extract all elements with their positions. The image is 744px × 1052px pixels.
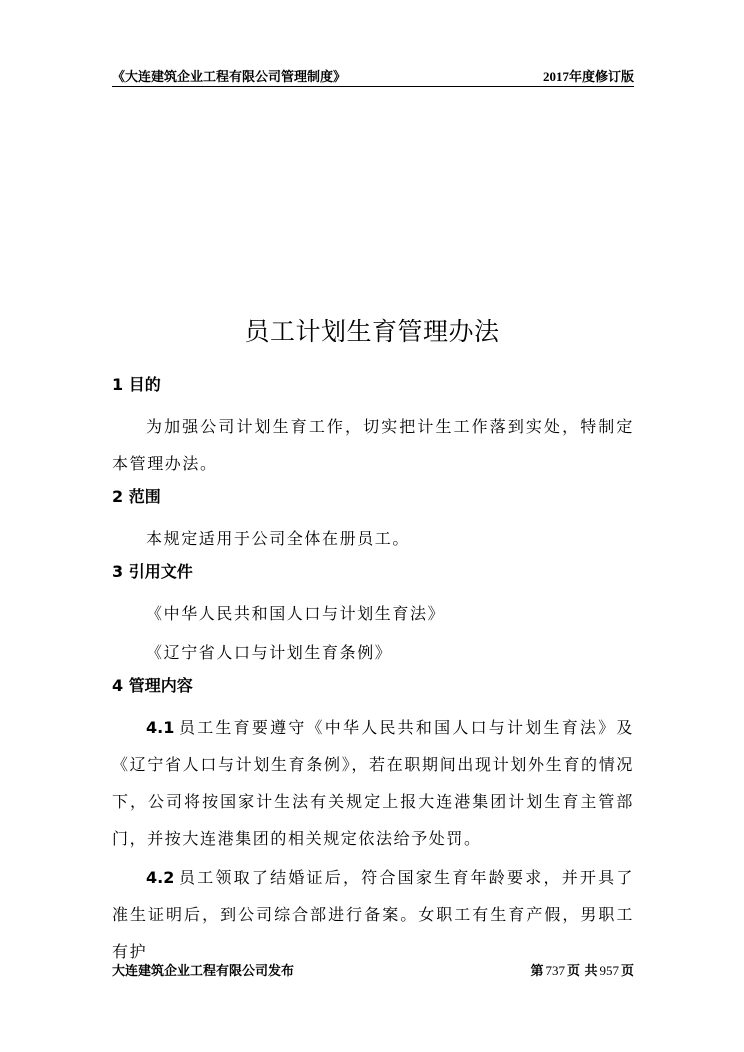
page-title: 员工计划生育管理办法 [244,317,500,346]
clause-text: 员工领取了结婚证后，符合国家生育年龄要求，并开具了准生证明后，到公司综合部进行备案。女职工有生育产假，男职工有护 [112,868,634,961]
paragraph-scope: 本规定适用于公司全体在册员工。 [146,529,411,548]
page-header [112,66,634,87]
current-page-number: 737 [545,963,565,978]
page-footer [112,960,634,979]
clause-number: 4.1 [146,718,175,737]
clause-4-2 [112,859,634,970]
header-document-name: 《大连建筑企业工程有限公司管理制度》 [112,70,347,85]
clause-4-1 [112,709,634,857]
clause-text: 员工生育要遵守《中华人民共和国人口与计划生育法》及《辽宁省人口与计划生育条例》，若在职期间出现计划外生育的情况下，公司将按国家计生法有关规定上报大连港集团计划生育主管部门，并按大连港集团的相关规定依法给予处罚。 [112,718,634,848]
document-body [112,372,634,972]
section-heading-management: 4 管理内容 [112,676,193,695]
paragraph-purpose: 为加强公司计划生育工作，切实把计生工作落到实处，特制定本管理办法。 [112,417,634,473]
page-counter: 第 737 页 共 957 页 [530,963,634,979]
clause-number: 4.2 [146,868,175,887]
reference-item: 《中华人民共和国人口与计划生育法》 [146,604,446,623]
section-heading-purpose: 1 目的 [112,375,161,394]
total-pages-number: 957 [599,963,619,978]
section-heading-scope: 2 范围 [112,487,161,506]
header-revision: 2017年度修订版 [542,69,634,84]
footer-publisher: 大连建筑企业工程有限公司发布 [112,964,295,979]
reference-item: 《辽宁省人口与计划生育条例》 [146,643,393,662]
section-heading-references: 3 引用文件 [112,562,193,581]
